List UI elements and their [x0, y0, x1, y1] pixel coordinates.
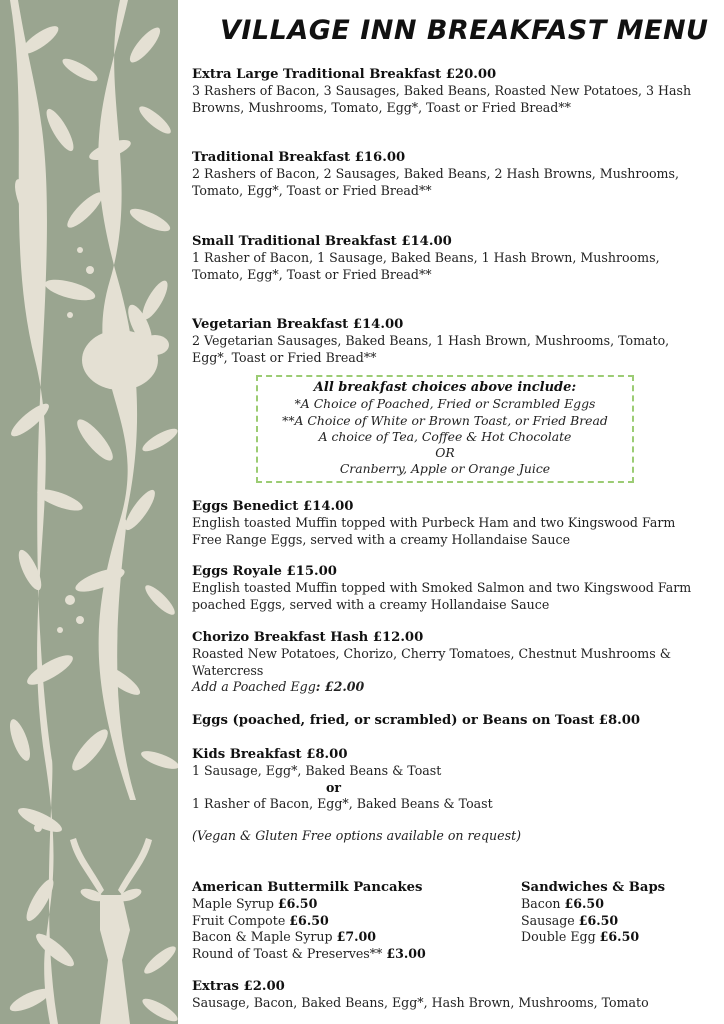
- pancake-item: [192, 946, 512, 963]
- sandwich-item: [521, 913, 711, 930]
- item-price: £6.50: [578, 912, 619, 928]
- menu-item-extra-large-breakfast: [192, 66, 702, 116]
- item-description: Roasted New Potatoes, Chorizo, Cherry Tomatoes, Chestnut Mushrooms & Watercress: [192, 646, 671, 678]
- menu-item-eggs-royale: [192, 563, 702, 613]
- menu-item-kids-breakfast: [192, 746, 702, 813]
- inclusion-line-hot-drinks: A choice of Tea, Coffee & Hot Chocolate: [318, 428, 572, 444]
- sandwiches-section: [521, 879, 711, 946]
- addon-label: Add a Poached Egg: [192, 679, 316, 694]
- menu-item-eggs-or-beans-on-toast: [192, 712, 702, 729]
- sandwich-item: [521, 929, 711, 946]
- inclusion-line-or: OR: [435, 445, 455, 461]
- item-label: Fruit Compote: [192, 912, 290, 928]
- menu-item-eggs-benedict: [192, 498, 702, 548]
- item-label: Bacon: [521, 896, 565, 911]
- item-price: £7.00: [336, 929, 377, 944]
- item-name: Kids Breakfast £8.00: [192, 747, 348, 762]
- addon-price: : £2.00: [315, 679, 365, 694]
- item-description: Sausage, Bacon, Baked Beans, Egg*, Hash Brown, Mushrooms, Tomato: [192, 995, 649, 1010]
- item-name: Eggs (poached, fried, or scrambled) or Beans on Toast £8.00: [192, 713, 641, 728]
- item-name: Traditional Breakfast £16.00: [192, 150, 406, 165]
- item-name: Eggs Royale £15.00: [192, 564, 337, 579]
- item-label: Double Egg: [521, 929, 600, 944]
- inclusion-line-juice: Cranberry, Apple or Orange Juice: [339, 461, 551, 477]
- menu-item-vegetarian-breakfast: [192, 316, 702, 366]
- menu-item-chorizo-hash: [192, 629, 702, 696]
- item-label: Maple Syrup: [192, 896, 278, 911]
- item-name: Small Traditional Breakfast £14.00: [192, 234, 452, 249]
- item-price: £6.50: [564, 896, 604, 911]
- item-description: 2 Vegetarian Sausages, Baked Beans, 1 Hash Brown, Mushrooms, Tomato, Egg*, Toast or Fried Bread**: [192, 333, 670, 365]
- item-name: Extras £2.00: [192, 979, 285, 994]
- inclusions-heading: All breakfast choices above include:: [313, 380, 577, 395]
- item-addon: [192, 679, 702, 696]
- menu-item-small-traditional-breakfast: [192, 233, 702, 283]
- item-name: Extra Large Traditional Breakfast £20.00: [192, 67, 497, 82]
- kids-option-2: 1 Rasher of Bacon, Egg*, Baked Beans & Toast: [192, 796, 493, 811]
- inclusion-line-eggs: *A Choice of Poached, Fried or Scrambled Eggs: [294, 396, 596, 412]
- item-description: 3 Rashers of Bacon, 3 Sausages, Baked Beans, Roasted New Potatoes, 3 Hash Browns, Mushrooms, Tomato, Egg*, Toast or Fried Bread**: [192, 83, 692, 115]
- breakfast-inclusions-box: [256, 375, 634, 483]
- item-name: Vegetarian Breakfast £14.00: [192, 317, 404, 332]
- sandwiches-heading: Sandwiches & Baps: [521, 880, 666, 895]
- item-label: Sausage: [521, 912, 579, 928]
- item-description: 1 Rasher of Bacon, 1 Sausage, Baked Beans, 1 Hash Brown, Mushrooms, Tomato, Egg*, Toast or Fried Bread**: [192, 250, 660, 282]
- pancake-item: [192, 929, 512, 946]
- dietary-note: (Vegan & Gluten Free options available on request): [192, 828, 522, 843]
- kids-or-separator: or: [326, 779, 342, 795]
- kids-option-1: 1 Sausage, Egg*, Baked Beans & Toast: [192, 763, 442, 778]
- item-description: English toasted Muffin topped with Smoked Salmon and two Kingswood Farm poached Eggs, served with a creamy Hollandaise Sauce: [192, 580, 692, 612]
- item-label: Bacon & Maple Syrup: [192, 929, 337, 944]
- item-label: Round of Toast & Preserves**: [192, 945, 387, 961]
- decorative-botanical-panel: [0, 0, 178, 1024]
- pancake-item: [192, 913, 512, 930]
- pancakes-section: [192, 879, 512, 962]
- item-name: Eggs Benedict £14.00: [192, 499, 354, 514]
- sandwich-item: [521, 896, 711, 913]
- item-name: Chorizo Breakfast Hash £12.00: [192, 630, 424, 645]
- menu-item-traditional-breakfast: [192, 149, 702, 199]
- menu-title: VILLAGE INN BREAKFAST MENU: [220, 15, 709, 46]
- item-description: 2 Rashers of Bacon, 2 Sausages, Baked Beans, 2 Hash Browns, Mushrooms, Tomato, Egg*, Toast or Fried Bread**: [192, 166, 679, 198]
- menu-item-extras: [192, 978, 702, 1012]
- botanical-pattern-icon: [0, 0, 178, 1024]
- item-price: £6.50: [277, 896, 318, 911]
- item-price: £3.00: [386, 945, 426, 961]
- item-price: £6.50: [599, 929, 640, 944]
- menu-content: [192, 0, 712, 1024]
- item-price: £6.50: [289, 912, 329, 928]
- item-description: English toasted Muffin topped with Purbeck Ham and two Kingswood Farm Free Range Eggs, served with a creamy Hollandaise Sauce: [192, 515, 676, 547]
- pancakes-heading: American Buttermilk Pancakes: [192, 880, 423, 895]
- inclusion-line-toast: **A Choice of White or Brown Toast, or Fried Bread: [282, 412, 608, 428]
- pancake-item: [192, 896, 512, 913]
